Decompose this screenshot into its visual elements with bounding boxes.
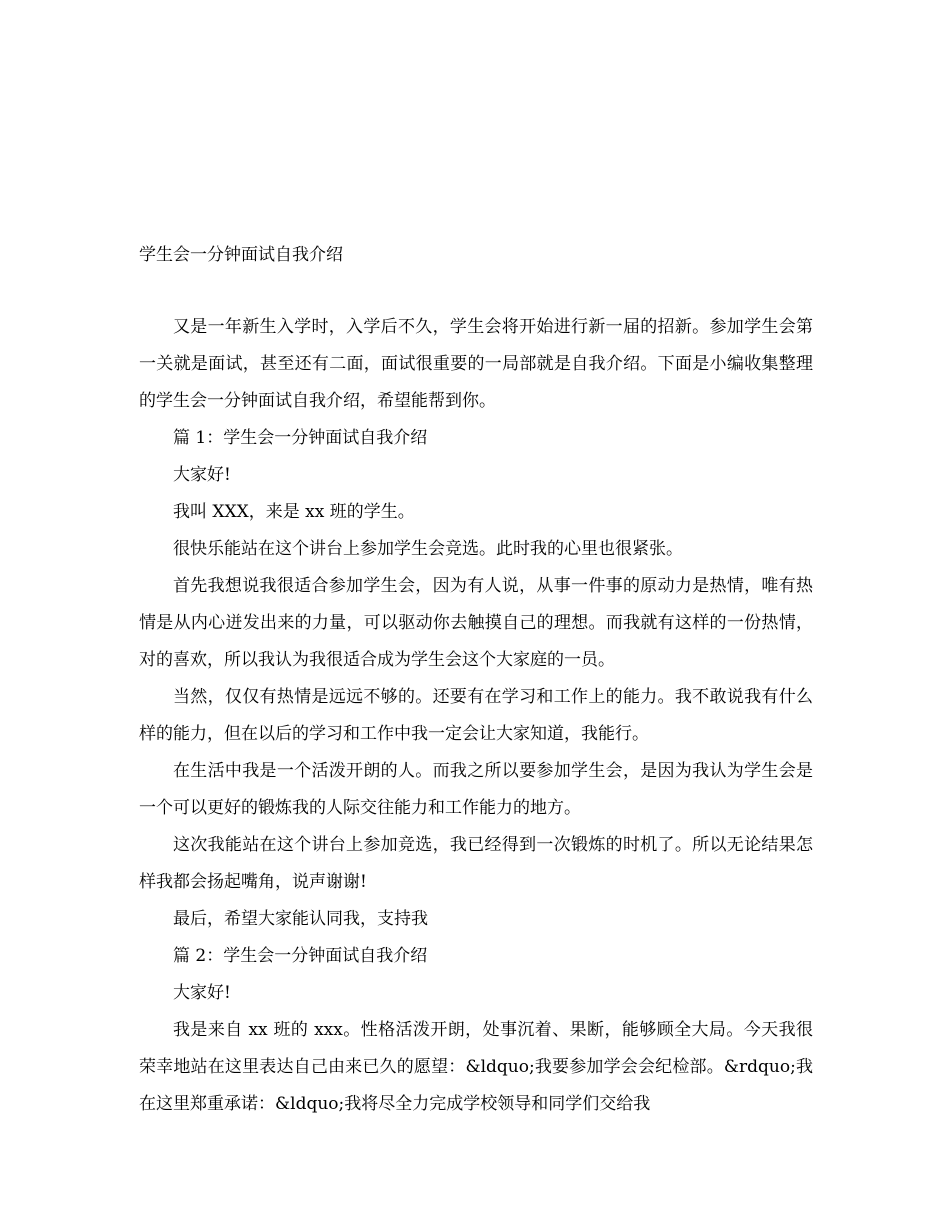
paragraph: 很快乐能站在这个讲台上参加学生会竞选。此时我的心里也很紧张。 <box>173 539 683 559</box>
document-title: 学生会一分钟面试自我介绍 <box>139 245 343 265</box>
section-heading-2: 篇 2：学生会一分钟面试自我介绍 <box>173 946 428 966</box>
paragraph: 大家好! <box>173 983 231 1003</box>
paragraph: 在生活中我是一个活泼开朗的人。而我之所以要参加学生会，是因为我认为学生会是一个可以更好的锻炼我的人际交往能力和工作能力的地方。 <box>139 761 813 818</box>
paragraph: 首先我想说我很适合参加学生会，因为有人说，从事一件事的原动力是热情，唯有热情是从内心迸发出来的力量，可以驱动你去触摸自己的理想。而我就有这样的一份热情，对的喜欢，所以我认为我很适合成为学生会这个大家庭的一员。 <box>139 576 813 670</box>
paragraph: 当然，仅仅有热情是远远不够的。还要有在学习和工作上的能力。我不敢说我有什么样的能力，但在以后的学习和工作中我一定会让大家知道，我能行。 <box>139 687 813 744</box>
paragraph: 大家好! <box>173 465 231 485</box>
document-body <box>139 309 813 1123</box>
paragraph: 我叫 XXX，来是 xx 班的学生。 <box>173 502 415 522</box>
paragraph: 最后，希望大家能认同我，支持我 <box>173 909 428 929</box>
paragraph: 我是来自 xx 班的 xxx。性格活泼开朗，处事沉着、果断，能够顾全大局。今天我很荣幸地站在这里表达自己由来已久的愿望：&ldquo;我要参加学会会纪检部。&rdquo;我在这里郑重承诺：&ldquo;我将尽全力完成学校领导和同学们交给我 <box>139 1020 813 1114</box>
paragraph: 这次我能站在这个讲台上参加竞选，我已经得到一次锻炼的时机了。所以无论结果怎样我都会扬起嘴角，说声谢谢! <box>139 835 813 892</box>
section-heading-1: 篇 1：学生会一分钟面试自我介绍 <box>173 428 428 448</box>
paragraph-intro: 又是一年新生入学时，入学后不久，学生会将开始进行新一届的招新。参加学生会第一关就是面试，甚至还有二面，面试很重要的一局部就是自我介绍。下面是小编收集整理的学生会一分钟面试自我介绍，希望能帮到你。 <box>139 317 813 411</box>
